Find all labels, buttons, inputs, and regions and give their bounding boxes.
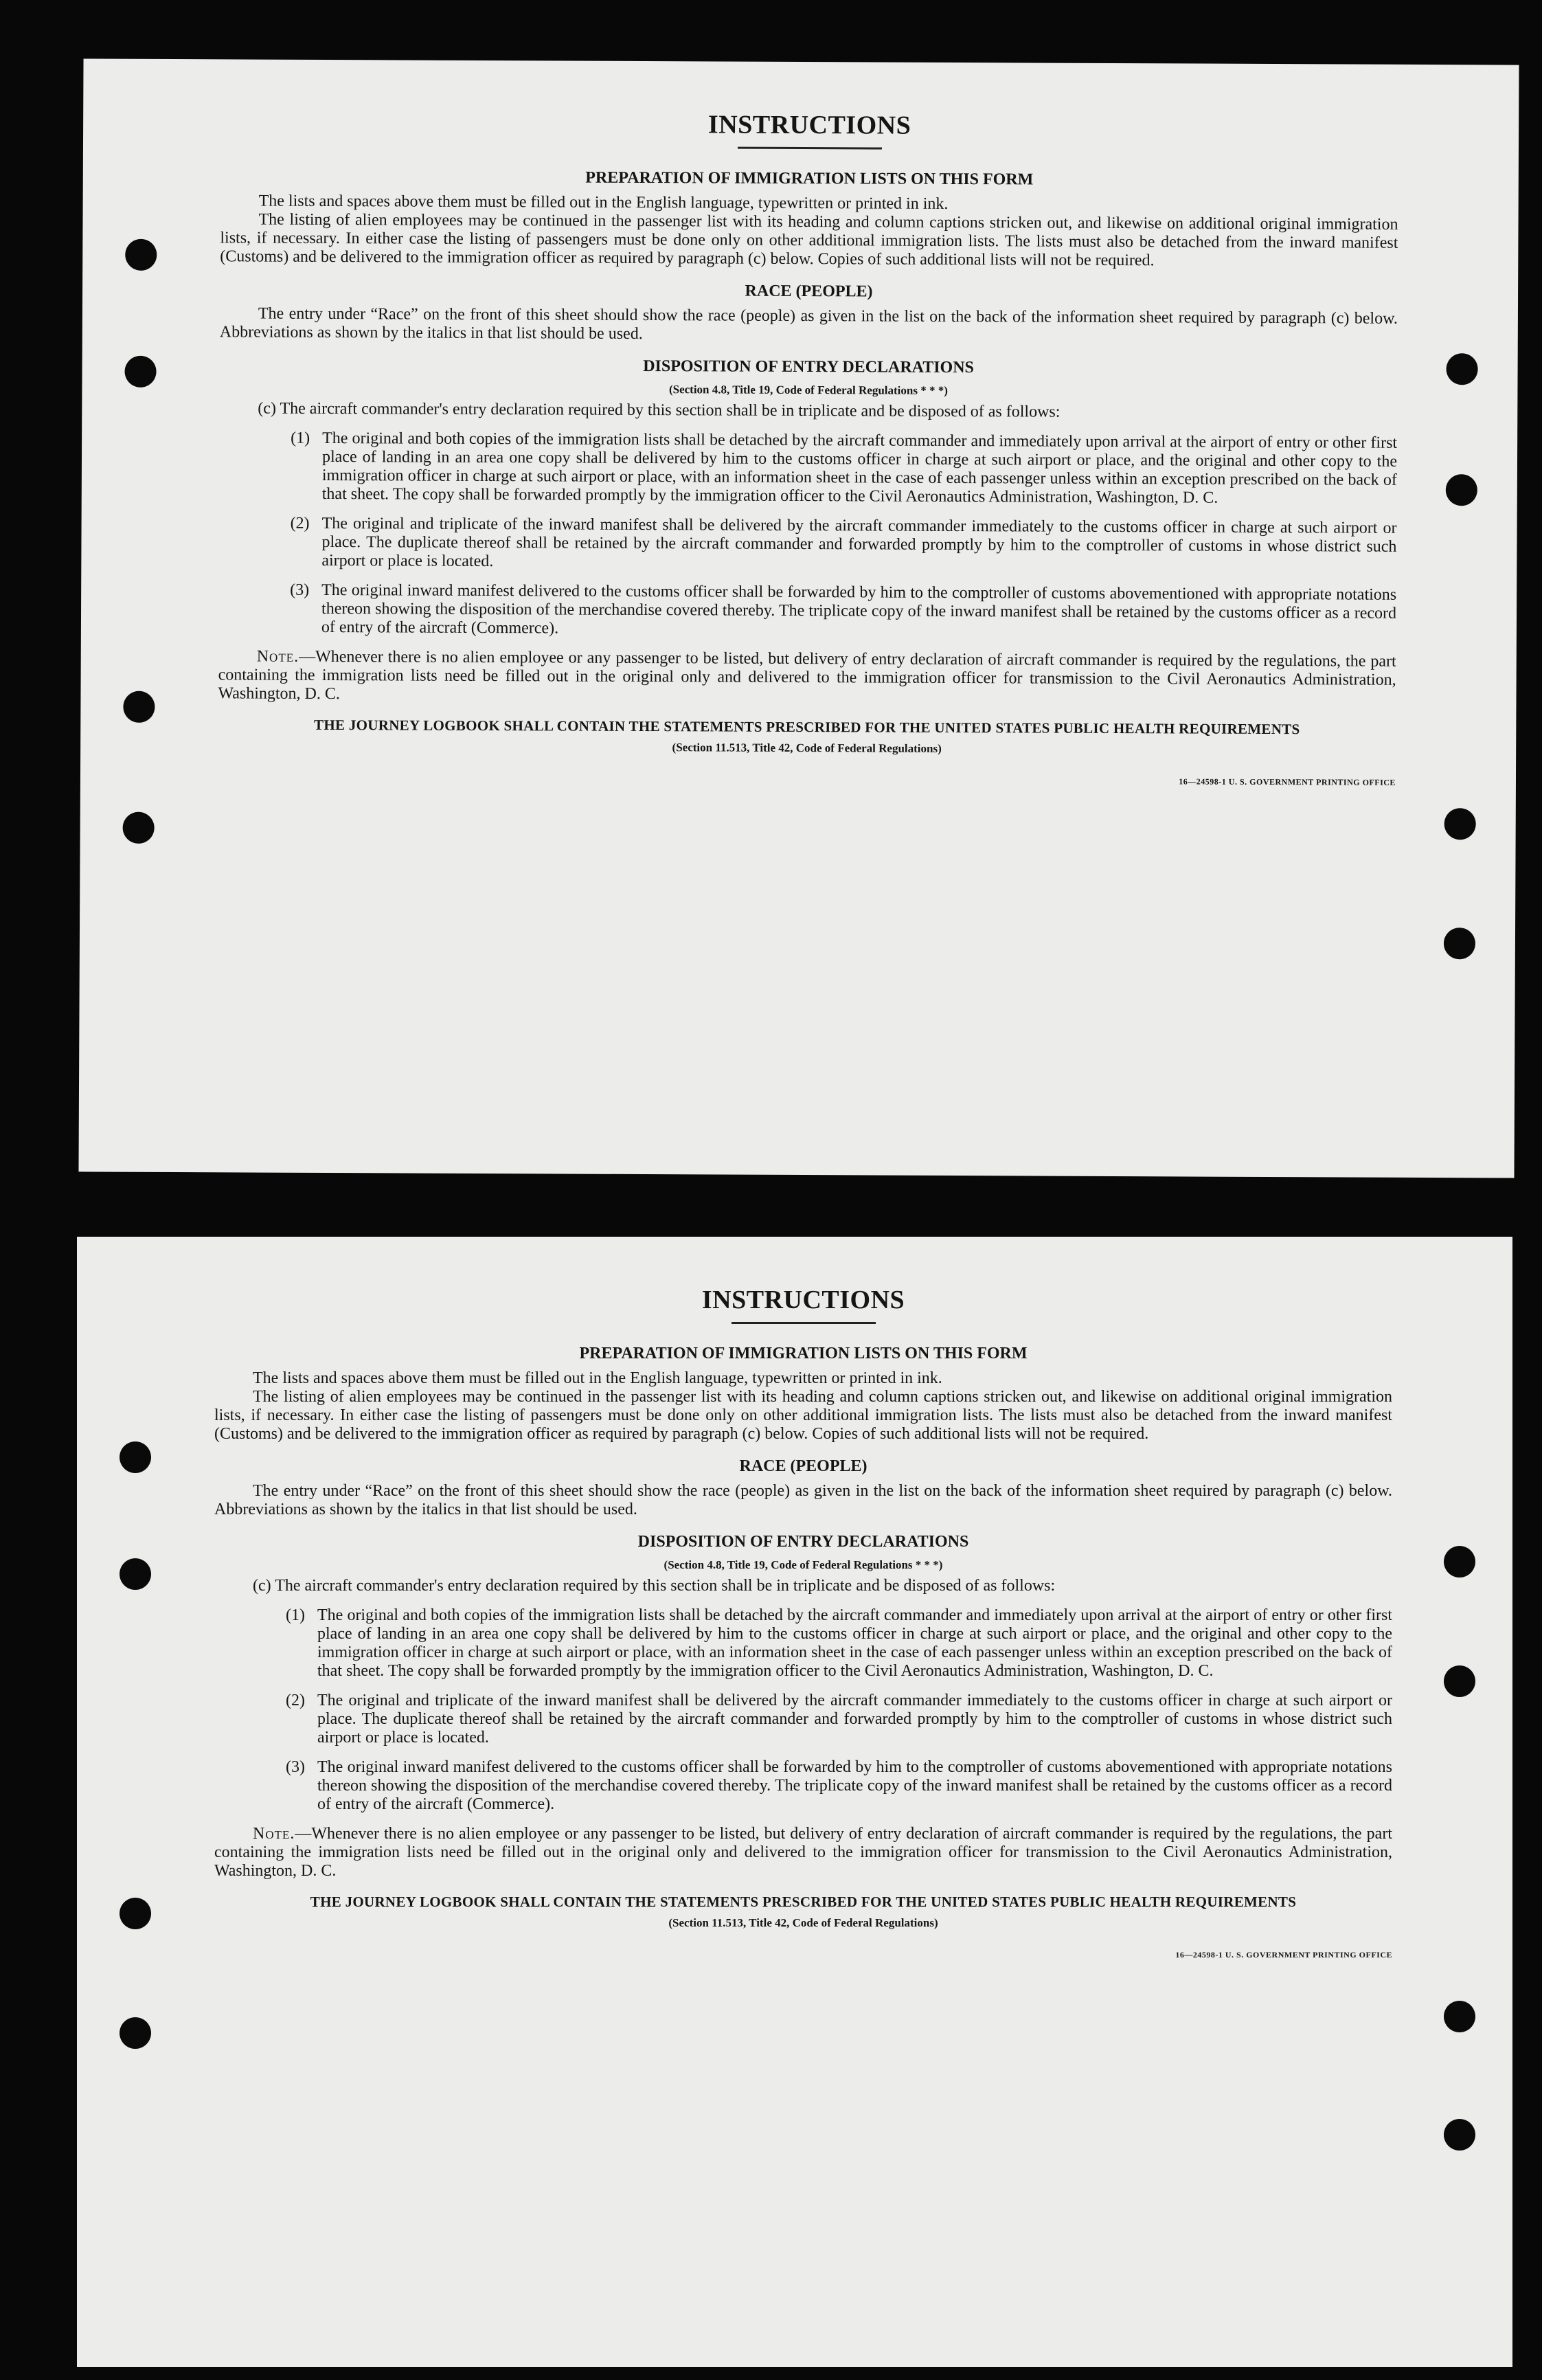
page-title: INSTRUCTIONS (707, 110, 911, 140)
punch-hole (1444, 1665, 1475, 1697)
punch-hole (1446, 474, 1477, 506)
logbook-statement: THE JOURNEY LOGBOOK SHALL CONTAIN THE STATEMENTS PRESCRIBED FOR THE UNITED STATES PUBLIC HEALTH REQUIREMENTS (314, 716, 1300, 738)
note-label: Note. (256, 647, 299, 666)
item-text: The original and both copies of the immigration lists shall be detached by the aircraft commander and immediately upon arrival at the airport of entry or other first place of landing in an area one copy shall be delivered by him to the customs officer in charge at such airport or place, and the original and other copy to the immigration officer in charge at such airport or place, with an information sheet in the case of each passenger unless within an exception prescribed on the back of that sheet. The copy shall be forwarded promptly by the immigration officer to the Civil Aeronautics Administration, Washington, D. C. (321, 429, 1398, 507)
logbook-citation: (Section 11.513, Title 42, Code of Federal Regulations) (672, 741, 942, 755)
race-paragraph: The entry under “Race” on the front of this sheet should show the race (people) as given in the list on the back of the information sheet required by paragraph (c) below. Abbreviations as shown by the italics in that list should be used. (219, 304, 1398, 344)
note-text: —Whenever there is no alien employee or any passenger to be listed, but delivery of entry declaration of aircraft commander is required by the regulations, the part containing the immigration lists need be filled out in the original only and delivered to the immigration officer for transmission to the Civil Aeronautics Administration, Washington, D. C. (218, 647, 1396, 704)
list-item (214, 1758, 1392, 1814)
sheet-body (214, 1285, 1392, 1971)
punch-hole (1444, 808, 1476, 840)
logbook-statement: THE JOURNEY LOGBOOK SHALL CONTAIN THE STATEMENTS PRESCRIBED FOR THE UNITED STATES PUBLIC HEALTH REQUIREMENTS (310, 1894, 1297, 1910)
disposition-heading: DISPOSITION OF ENTRY DECLARATIONS (637, 1533, 969, 1551)
punch-hole (1444, 2001, 1475, 2032)
race-heading: RACE (PEOPLE) (745, 282, 873, 301)
punch-hole (123, 691, 155, 723)
title-underline (737, 147, 881, 150)
item-text: The original inward manifest delivered to the customs officer shall be forwarded by him to the comptroller of customs abovementioned with appropriate notations thereon showing the disposition of the merchandise covered thereby. The triplicate copy of the inward manifest shall be retained by the customs officer as a record of entry of the aircraft (Commerce). (321, 581, 1397, 638)
list-item (219, 429, 1397, 508)
printer-imprint: 16—24598-1 U. S. GOVERNMENT PRINTING OFFICE (1175, 1950, 1392, 1960)
item-text: The original and both copies of the immigration lists shall be detached by the aircraft commander and immediately upon arrival at the airport of entry or other first place of landing in an area one copy shall be delivered by him to the customs officer in charge at such airport or place, and the original and other copy to the immigration officer in charge at such airport or place, with an information sheet in the case of each passenger unless within an exception prescribed on the back of that sheet. The copy shall be forwarded promptly by the immigration officer to the Civil Aeronautics Administration, Washington, D. C. (317, 1606, 1392, 1680)
preparation-paragraph-1: The lists and spaces above them must be filled out in the English language, typewritten or printed in ink. (258, 192, 949, 213)
preparation-paragraph-2: The listing of alien employees may be continued in the passenger list with its heading and column captions stricken out, and likewise on additional original immigration lists, if necessary. In either case the listing of passengers must be done only on other additional immigration lists. The lists must also be detached from the inward manifest (Customs) and be delivered to the immigration officer as required by paragraph (c) below. Copies of such additional lists will not be required. (220, 210, 1398, 270)
note-paragraph (214, 1825, 1392, 1881)
punch-hole (1444, 928, 1475, 959)
punch-hole (1444, 2119, 1475, 2151)
punch-hole (120, 2017, 151, 2049)
item-text: The original and triplicate of the inward manifest shall be delivered by the aircraft commander immediately to the customs officer in charge at such airport or place. The duplicate thereof shall be retained by the aircraft commander and forwarded promptly by him to the comptroller of customs in whose district such airport or place is located. (321, 514, 1397, 571)
punch-hole (124, 356, 156, 388)
preparation-paragraph-2: The listing of alien employees may be continued in the passenger list with its heading and column captions stricken out, and likewise on additional original immigration lists, if necessary. In either case the listing of passengers must be done only on other additional immigration lists. The lists must also be detached from the inward manifest (Customs) and be delivered to the immigration officer as required by paragraph (c) below. Copies of such additional lists will not be required. (214, 1388, 1392, 1443)
note-text: —Whenever there is no alien employee or any passenger to be listed, but delivery of entry declaration of aircraft commander is required by the regulations, the part containing the immigration lists need be filled out in the original only and delivered to the immigration officer for transmission to the Civil Aeronautics Administration, Washington, D. C. (214, 1825, 1392, 1880)
item-number: (2) (290, 514, 310, 532)
paragraph-c: (c) The aircraft commander's entry declaration required by this section shall be in triplicate and be disposed of as follows: (258, 399, 1061, 421)
page-title: INSTRUCTIONS (701, 1286, 905, 1314)
disposition-heading: DISPOSITION OF ENTRY DECLARATIONS (643, 357, 974, 377)
race-paragraph: The entry under “Race” on the front of this sheet should show the race (people) as given in the list on the back of the information sheet required by paragraph (c) below. Abbreviations as shown by the italics in that list should be used. (214, 1482, 1392, 1518)
paragraph-c: (c) The aircraft commander's entry declaration required by this section shall be in triplicate and be disposed of as follows: (253, 1577, 1056, 1595)
instruction-sheet-top (78, 58, 1519, 1178)
race-heading: RACE (PEOPLE) (739, 1457, 868, 1475)
item-number: (2) (286, 1692, 305, 1709)
instruction-sheet-bottom (77, 1237, 1512, 2367)
item-number: (1) (286, 1606, 305, 1624)
punch-hole (1444, 1546, 1475, 1578)
punch-hole (120, 1558, 151, 1590)
title-underline (732, 1322, 876, 1324)
punch-hole (120, 1898, 151, 1929)
printer-imprint: 16—24598-1 U. S. GOVERNMENT PRINTING OFFICE (1179, 776, 1396, 787)
punch-hole (120, 1441, 151, 1473)
punch-hole (125, 239, 157, 271)
preparation-paragraph-1: The lists and spaces above them must be filled out in the English language, typewritten or printed in ink. (253, 1369, 942, 1387)
preparation-heading: PREPARATION OF IMMIGRATION LISTS ON THIS FORM (579, 1345, 1028, 1362)
item-text: The original and triplicate of the inward manifest shall be delivered by the aircraft commander immediately to the customs officer in charge at such airport or place. The duplicate thereof shall be retained by the aircraft commander and forwarded promptly by him to the comptroller of customs in whose district such airport or place is located. (317, 1692, 1392, 1747)
disposition-citation: (Section 4.8, Title 19, Code of Federal Regulations * * *) (668, 383, 948, 397)
item-text: The original inward manifest delivered to the customs officer shall be forwarded by him to the comptroller of customs abovementioned with appropriate notations thereon showing the disposition of the merchandise covered thereby. The triplicate copy of the inward manifest shall be retained by the customs officer as a record of entry of the aircraft (Commerce). (317, 1758, 1392, 1813)
list-item (218, 581, 1396, 641)
disposition-citation: (Section 4.8, Title 19, Code of Federal Regulations * * *) (664, 1558, 943, 1571)
sheet-body (218, 107, 1398, 798)
note-paragraph (218, 647, 1396, 708)
list-item (218, 514, 1396, 574)
logbook-citation: (Section 11.513, Title 42, Code of Federal Regulations) (668, 1916, 938, 1929)
list-item (214, 1692, 1392, 1747)
list-item (214, 1606, 1392, 1681)
preparation-heading: PREPARATION OF IMMIGRATION LISTS ON THIS FORM (585, 168, 1034, 189)
note-label: Note. (253, 1825, 295, 1843)
item-number: (3) (290, 581, 310, 599)
punch-hole (1446, 353, 1477, 385)
punch-hole (123, 812, 155, 844)
item-number: (1) (291, 429, 310, 447)
item-number: (3) (286, 1758, 305, 1776)
